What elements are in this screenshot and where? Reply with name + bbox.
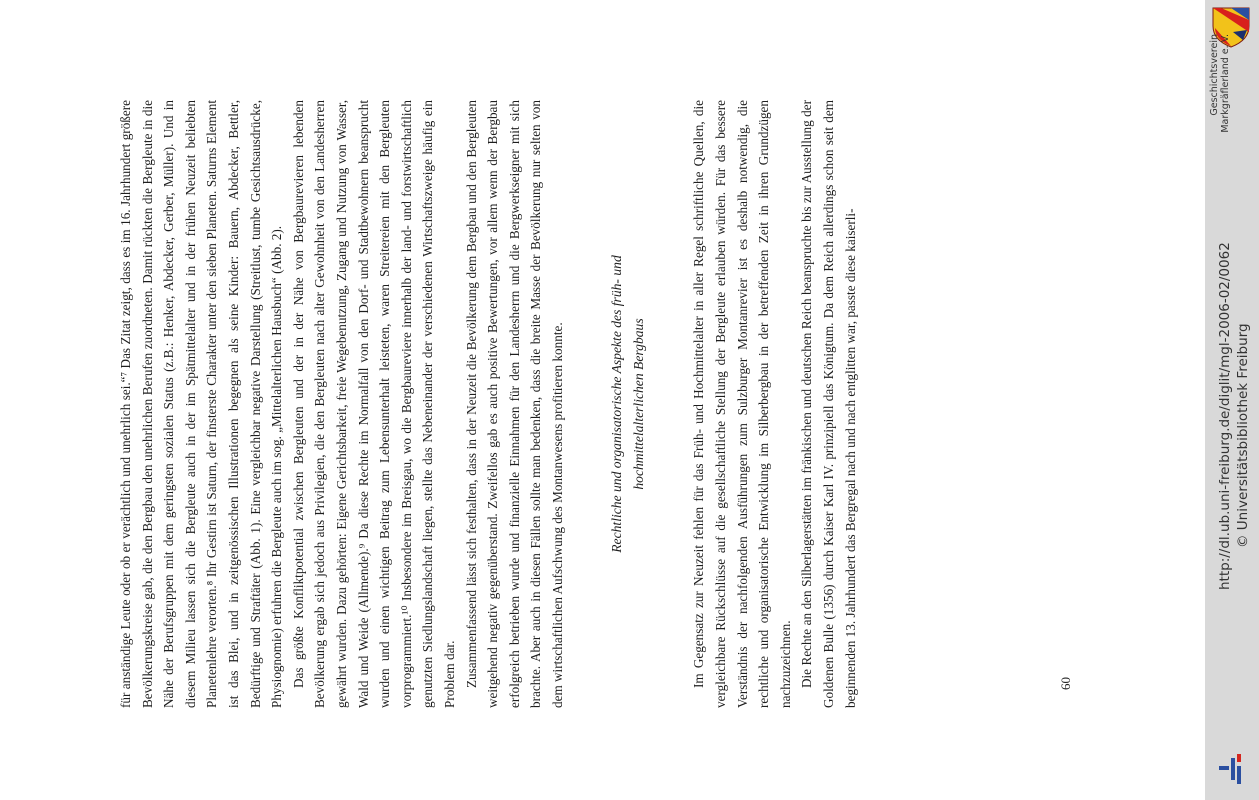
section-heading xyxy=(606,100,650,708)
page-number: 60 xyxy=(1058,677,1073,690)
paragraph: Zusammenfassend lässt sich festhalten, dass in der Neuzeit die Bevölkerung dem Bergbau und den Bergleuten weitgehend negativ gegenüberstand. Zweifellos gab es auch positive Bewertungen, vor allem wenn der Bergbau erfolgreich betrieben wurde und finanzielle Einnahmen für den Landesherrn und die Bergwerkseigner mit sich brachte. Aber auch in diesen Fällen sollte man bedenken, dass die breite Masse der Bevölkerung nur selten von dem wirtschaftlichen Aufschwung des Montanwesens profitieren konnte. xyxy=(463,100,565,708)
paragraph: für anständige Leute oder ob er verächtlich und unehrlich sei.“⁷ Das Zitat zeigt, dass es im 16. Jahrhundert größere Bevölkerungskreise gab, die den Bergbau den unehrlichen Berufen zuordneten. Damit rückten die Bergleute in die Nähe der Berufsgruppen mit dem geringsten sozialen Status (z.B.: Henker, Abdecker, Gerber, Müller). Und in diesem Milieu lassen sich die Bergleute auch in der im Spätmittelalter und in der frühen Neuzeit beliebten Planetenlehre verorten.⁸ Ihr Gestirn ist Saturn, der finsterste Charakter unter den sieben Planeten. Saturns Element ist das Blei, und in zeitgenössischen Illustrationen begegnen als seine Kinder: Bauern, Abdecker, Bettler, Bedürftige und Straftäter (Abb. 1). Eine vergleichbar negative Darstellung (Streitlust, tumbe Gesichtsausdrücke, Physiognomie) erfuhren die Bergleute auch im sog. „Mittelalterlichen Hausbuch“ (Abb. 2). xyxy=(118,100,285,708)
spacer xyxy=(568,100,606,708)
section-heading-line: Rechtliche und organisatorische Aspekte des früh- und xyxy=(609,255,625,553)
source-url-link[interactable]: http://dl.ub.uni-freiburg.de/diglit/mgl-2006-02/0062 xyxy=(1217,242,1233,590)
section-heading-line: hochmittelalterlichen Bergbaus xyxy=(631,318,647,490)
paragraph: Die Rechte an den Silberlagerstätten im fränkischen und deutschen Reich beanspruchte bis zur Ausstellung der Goldenen Bulle (1356) durch Kaiser Karl IV. prinzipiell das Königtum. Da dem Reich allerdings schon seit dem beginnenden 13. Jahrhundert das Bergregal nach und nach entglitten war, passte diese kaiserli- xyxy=(799,100,858,708)
society-name-line: Markgräflerland e. V. xyxy=(1220,34,1231,133)
society-name xyxy=(1209,34,1231,194)
digitization-sidebar xyxy=(1205,0,1259,800)
society-name-line: Geschichtsverein xyxy=(1209,34,1220,116)
ub-freiburg-logo-icon[interactable] xyxy=(1217,752,1245,786)
article-body xyxy=(115,100,861,708)
paragraph: Das größte Konfliktpotential zwischen Bergleuten und der in der Nähe von Bergbaurevieren lebenden Bevölkerung ergab sich jedoch aus Privilegien, die den Bergleuten nach alter Gewohnheit von den Landesherren gewährt wurden. Dazu gehörten: Eigene Gerichtsbarkeit, freie Wegebenutzung, Zugang und Nutzung von Wasser, Wald und Weide (Allmende).⁹ Da diese Rechte im Normalfall von den Dorf- und Stadtbewohnern beansprucht wurden und einen wichtigen Beitrag zum Lebensunterhalt leisteten, waren Streitereien mit den Bergleuten vorprogrammiert.¹⁰ Insbesondere im Breisgau, wo die Bergbaureviere innerhalb der land- und forstwirtschaftlich genutzten Siedlungslandschaft liegen, stellte das Nebeneinander der verschiedenen Wirtschaftszweige häufig ein Problem dar. xyxy=(290,100,457,708)
spacer xyxy=(650,100,688,708)
paragraph: Im Gegensatz zur Neuzeit fehlen für das Früh- und Hochmittelalter in aller Regel schriftliche Quellen, die vergleichbare Rückschlüsse auf die gesellschaftliche Stellung der Bergleute erlauben würden. Für das bessere Verständnis der nachfolgenden Ausführungen zum Sulzburger Montanrevier ist es deshalb notwendig, die rechtliche und organisatorische Entwicklung im Silberbergbau in der betreffenden Zeit in ihren Grundzügen nachzuzeichnen. xyxy=(691,100,793,708)
copyright-notice: © Universitätsbibliothek Freiburg xyxy=(1235,323,1251,548)
